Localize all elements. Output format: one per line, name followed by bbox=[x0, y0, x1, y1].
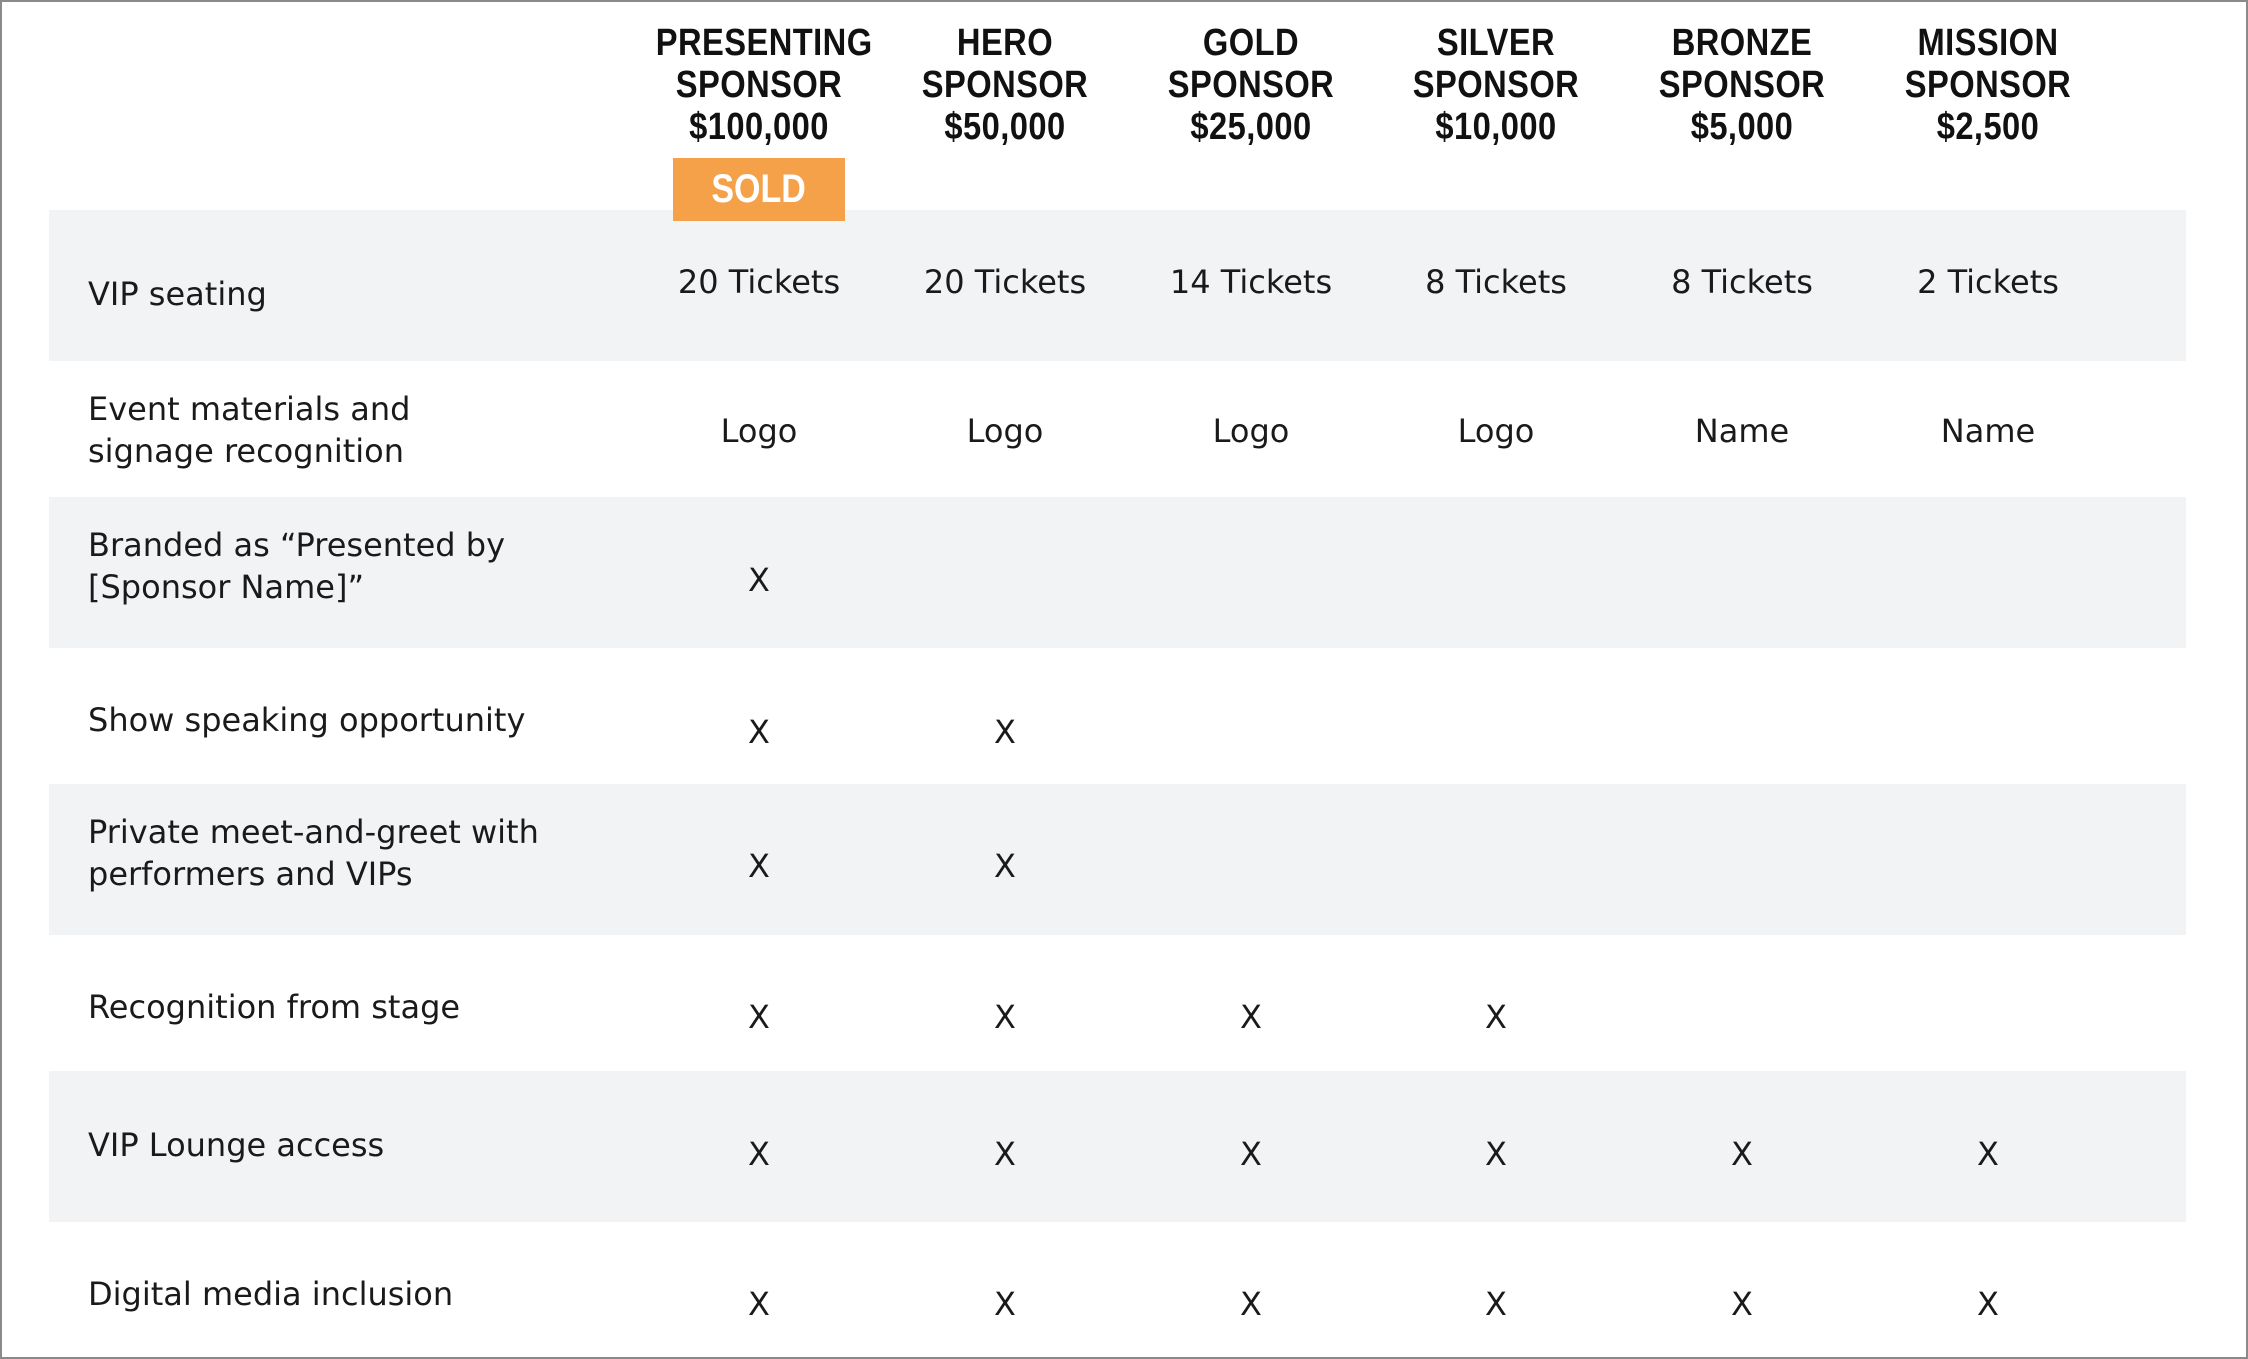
benefit-value: 8 Tickets bbox=[1425, 263, 1567, 301]
benefit-label bbox=[88, 273, 608, 315]
tier-name-line2: SPONSOR bbox=[1904, 64, 2072, 106]
tier-price: $5,000 bbox=[1690, 106, 1794, 148]
benefit-included-mark: X bbox=[748, 998, 770, 1036]
tier-name-line1: SILVER bbox=[1436, 22, 1556, 64]
tier-name-line2: SPONSOR bbox=[675, 64, 843, 106]
tier-name-line2: SPONSOR bbox=[1658, 64, 1826, 106]
tier-name-line2: SPONSOR bbox=[1412, 64, 1580, 106]
benefit-value: Name bbox=[1940, 412, 2036, 450]
tier-price: $2,500 bbox=[1936, 106, 2040, 148]
benefit-label bbox=[88, 388, 608, 472]
sold-badge bbox=[673, 158, 845, 221]
benefit-value: Logo bbox=[720, 412, 798, 450]
tier-header-2 bbox=[902, 22, 1108, 148]
benefit-rows bbox=[49, 210, 2186, 1353]
benefit-label-line: VIP seating bbox=[88, 275, 267, 313]
benefit-label-line: performers and VIPs bbox=[88, 855, 413, 893]
benefit-value: 14 Tickets bbox=[1169, 263, 1333, 301]
tier-name-line2: SPONSOR bbox=[921, 64, 1089, 106]
tier-price: $100,000 bbox=[689, 106, 829, 148]
benefit-row bbox=[49, 361, 2186, 497]
benefit-included-mark: X bbox=[1240, 1135, 1262, 1173]
benefit-label bbox=[88, 1124, 608, 1166]
benefit-row bbox=[49, 648, 2186, 784]
benefit-row bbox=[49, 935, 2186, 1071]
tier-name-line1: BRONZE bbox=[1671, 22, 1813, 64]
tier-header-1 bbox=[655, 22, 873, 148]
benefit-label-line: signage recognition bbox=[88, 432, 405, 470]
benefit-label bbox=[88, 699, 608, 741]
tier-name-line1: MISSION bbox=[1917, 22, 2059, 64]
benefit-label-line: Recognition from stage bbox=[88, 988, 461, 1026]
benefit-label bbox=[88, 811, 608, 895]
benefit-included-mark: X bbox=[1731, 1135, 1753, 1173]
benefit-included-mark: X bbox=[1731, 1285, 1753, 1323]
tier-name-line1: GOLD bbox=[1202, 22, 1300, 64]
benefit-value: 20 Tickets bbox=[677, 263, 841, 301]
tier-price: $25,000 bbox=[1190, 106, 1312, 148]
tier-name-line1: PRESENTING bbox=[655, 22, 873, 64]
benefit-label-line: VIP Lounge access bbox=[88, 1126, 385, 1164]
benefit-included-mark: X bbox=[1977, 1285, 1999, 1323]
tier-price: $10,000 bbox=[1435, 106, 1557, 148]
benefit-included-mark: X bbox=[994, 713, 1016, 751]
benefit-label-line: Show speaking opportunity bbox=[88, 701, 526, 739]
benefit-label-line: Event materials and bbox=[88, 390, 411, 428]
tier-header-6 bbox=[1885, 22, 2091, 148]
benefit-included-mark: X bbox=[748, 561, 770, 599]
benefit-label bbox=[88, 1273, 608, 1315]
benefit-value: 20 Tickets bbox=[923, 263, 1087, 301]
benefit-value: 8 Tickets bbox=[1671, 263, 1813, 301]
benefit-included-mark: X bbox=[1240, 1285, 1262, 1323]
tier-header-row bbox=[49, 2, 2186, 210]
benefit-included-mark: X bbox=[1485, 1135, 1507, 1173]
benefit-row bbox=[49, 210, 2186, 361]
benefit-value: Logo bbox=[1212, 412, 1290, 450]
benefit-value: Logo bbox=[1457, 412, 1535, 450]
benefit-label bbox=[88, 524, 608, 608]
tier-name-line2: SPONSOR bbox=[1167, 64, 1335, 106]
sold-badge-label: SOLD bbox=[711, 167, 807, 211]
benefit-row bbox=[49, 1222, 2186, 1353]
benefit-included-mark: X bbox=[994, 998, 1016, 1036]
benefit-included-mark: X bbox=[748, 847, 770, 885]
benefit-included-mark: X bbox=[1977, 1135, 1999, 1173]
benefit-included-mark: X bbox=[1240, 998, 1262, 1036]
benefit-label-line: Digital media inclusion bbox=[88, 1275, 454, 1313]
benefit-value: Name bbox=[1694, 412, 1790, 450]
benefit-row bbox=[49, 497, 2186, 648]
benefit-included-mark: X bbox=[994, 847, 1016, 885]
tier-price: $50,000 bbox=[944, 106, 1066, 148]
benefit-row bbox=[49, 784, 2186, 935]
benefit-row bbox=[49, 1071, 2186, 1222]
sponsorship-comparison-table bbox=[49, 2, 2186, 1353]
benefit-included-mark: X bbox=[994, 1285, 1016, 1323]
benefit-value: 2 Tickets bbox=[1917, 263, 2059, 301]
tier-header-5 bbox=[1639, 22, 1845, 148]
tier-header-3 bbox=[1148, 22, 1354, 148]
benefit-label bbox=[88, 986, 608, 1028]
benefit-included-mark: X bbox=[994, 1135, 1016, 1173]
benefit-label-line: [Sponsor Name]” bbox=[88, 568, 365, 606]
benefit-included-mark: X bbox=[1485, 1285, 1507, 1323]
tier-header-4 bbox=[1393, 22, 1599, 148]
benefit-included-mark: X bbox=[748, 1285, 770, 1323]
benefit-included-mark: X bbox=[748, 1135, 770, 1173]
benefit-label-line: Private meet-and-greet with bbox=[88, 813, 539, 851]
benefit-value: Logo bbox=[966, 412, 1044, 450]
benefit-label-line: Branded as “Presented by bbox=[88, 526, 506, 564]
benefit-included-mark: X bbox=[1485, 998, 1507, 1036]
benefit-included-mark: X bbox=[748, 713, 770, 751]
tier-name-line1: HERO bbox=[956, 22, 1054, 64]
